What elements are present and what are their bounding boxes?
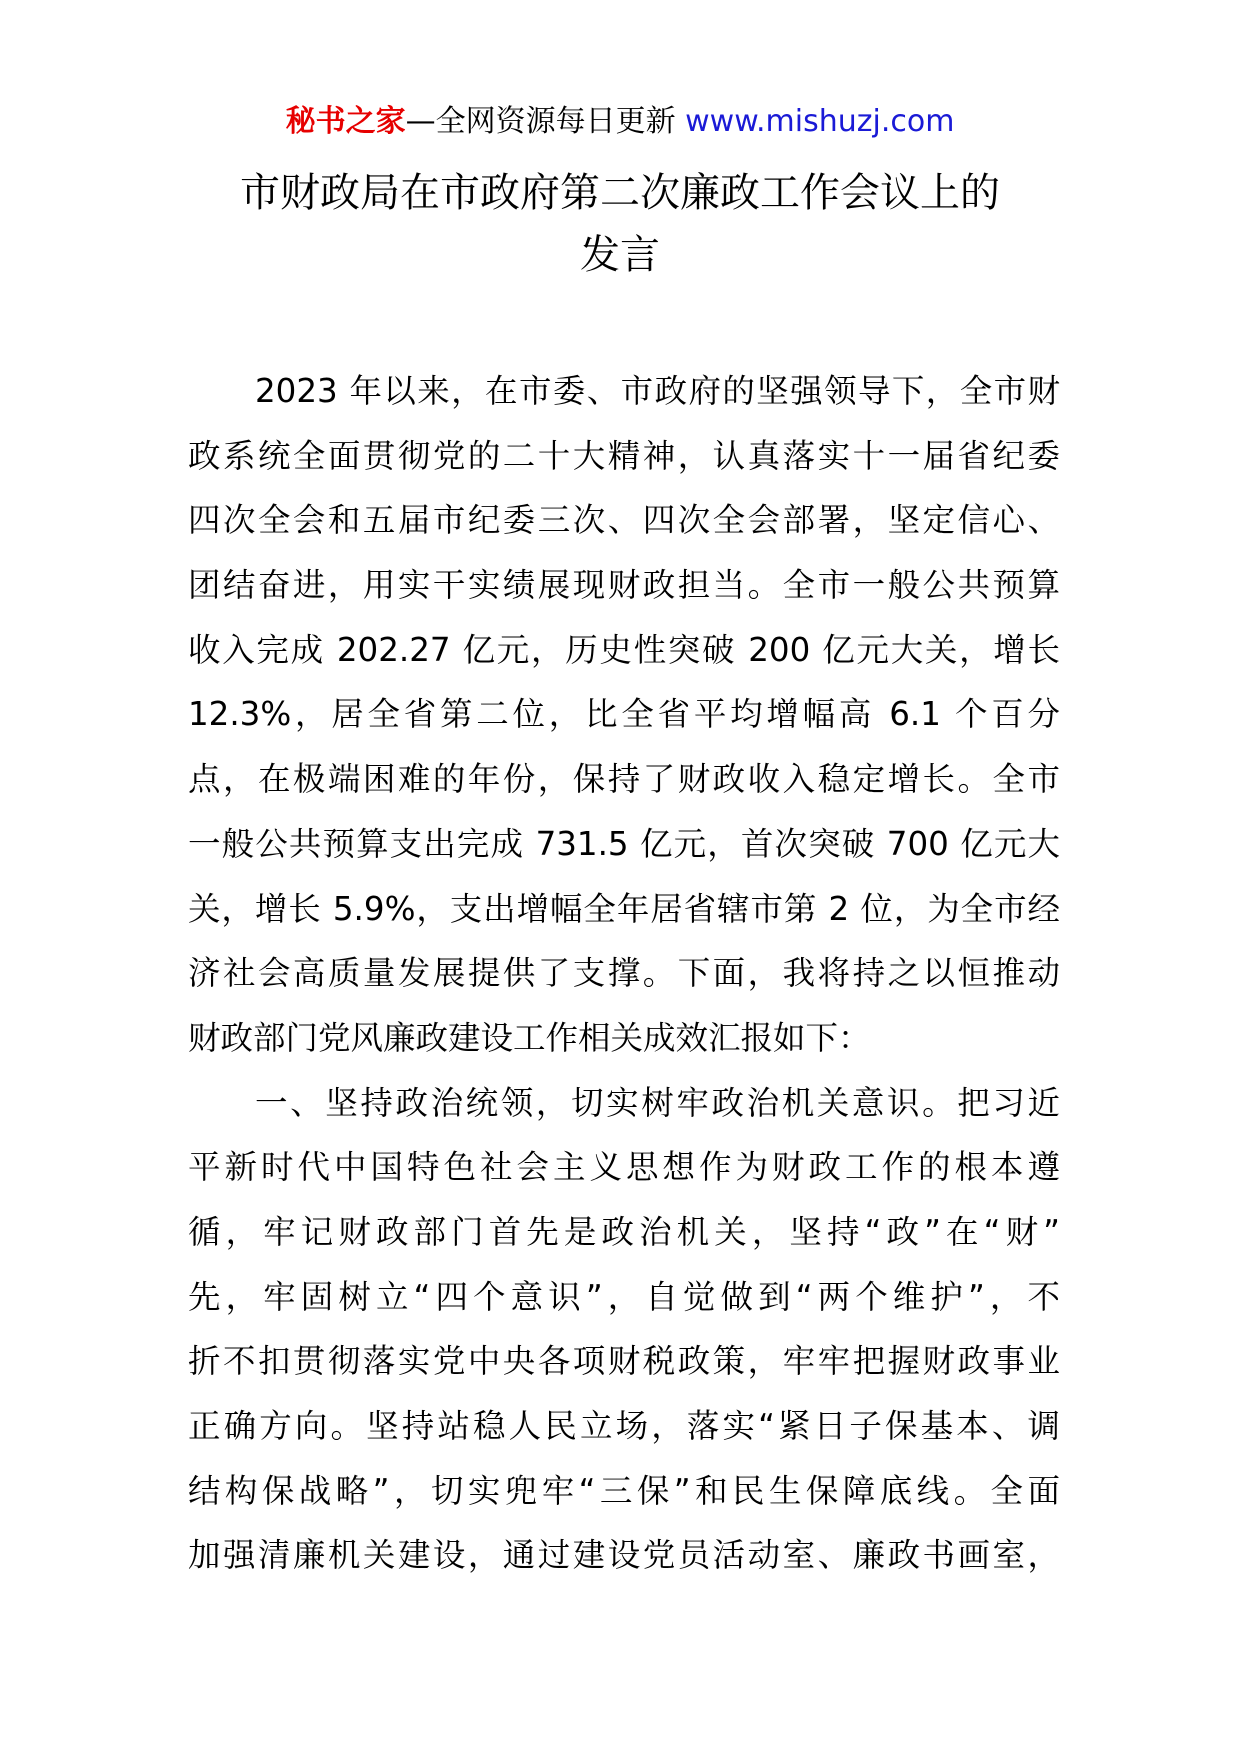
section-1-line: 加强清廉机关建设，通过建设党员活动室、廉政书画室， <box>188 1536 1060 1575</box>
paragraph-1-line: 四次全会和五届市纪委三次、四次全会部署，坚定信心、 <box>188 501 1060 540</box>
title-line-2: 发言 <box>580 232 660 278</box>
site-url-link[interactable]: www.mishuzj.com <box>685 104 955 139</box>
paragraph-1-line: 济社会高质量发展提供了支撑。下面，我将持之以恒推动 <box>188 954 1060 993</box>
section-1-line: 折不扣贯彻落实党中央各项财税政策，牢牢把握财政事业 <box>188 1342 1060 1381</box>
paragraph-1-line: 团结奋进，用实干实绩展现财政担当。全市一般公共预算 <box>188 566 1060 605</box>
section-1-line: 一、坚持政治统领，切实树牢政治机关意识。把习近 <box>255 1083 1060 1122</box>
document-body <box>188 359 1060 1588</box>
paragraph-1-line: 政系统全面贯彻党的二十大精神，认真落实十一届省纪委 <box>188 436 1060 475</box>
paragraph-1-line: 收入完成 202.27 亿元，历史性突破 200 亿元大关，增长 <box>188 630 1060 669</box>
watermark-header <box>0 100 1240 144</box>
paragraph-1-line: 一般公共预算支出完成 731.5 亿元，首次突破 700 亿元大 <box>188 824 1060 863</box>
header-tagline: —全网资源每日更新 <box>405 104 686 139</box>
section-1-line: 平新时代中国特色社会主义思想作为财政工作的根本遵 <box>188 1148 1060 1187</box>
paragraph-1-line: 2023 年以来，在市委、市政府的坚强领导下，全市财 <box>255 372 1060 410</box>
paragraph-1-line: 关，增长 5.9%，支出增幅全年居省辖市第 2 位，为全市经 <box>188 889 1060 928</box>
paragraph-1-line: 财政部门党风廉政建设工作相关成效汇报如下： <box>188 1018 871 1057</box>
paragraph-1-line: 12.3%，居全省第二位，比全省平均增幅高 6.1 个百分 <box>188 695 1060 734</box>
document-title <box>0 162 1240 286</box>
title-line-1: 市财政局在市政府第二次廉政工作会议上的 <box>240 170 1000 216</box>
paragraph-1-line: 点，在极端困难的年份，保持了财政收入稳定增长。全市 <box>188 760 1060 799</box>
section-1-line: 结构保战略”，切实兜牢“三保”和民生保障底线。全面 <box>188 1471 1060 1510</box>
section-1-line: 循，牢记财政部门首先是政治机关，坚持“政”在“财” <box>188 1212 1060 1251</box>
brand-name: 秘书之家 <box>285 104 406 139</box>
section-1-line: 正确方向。坚持站稳人民立场，落实“紧日子保基本、调 <box>188 1407 1060 1445</box>
section-1-line: 先，牢固树立“四个意识”，自觉做到“两个维护”，不 <box>188 1277 1060 1316</box>
